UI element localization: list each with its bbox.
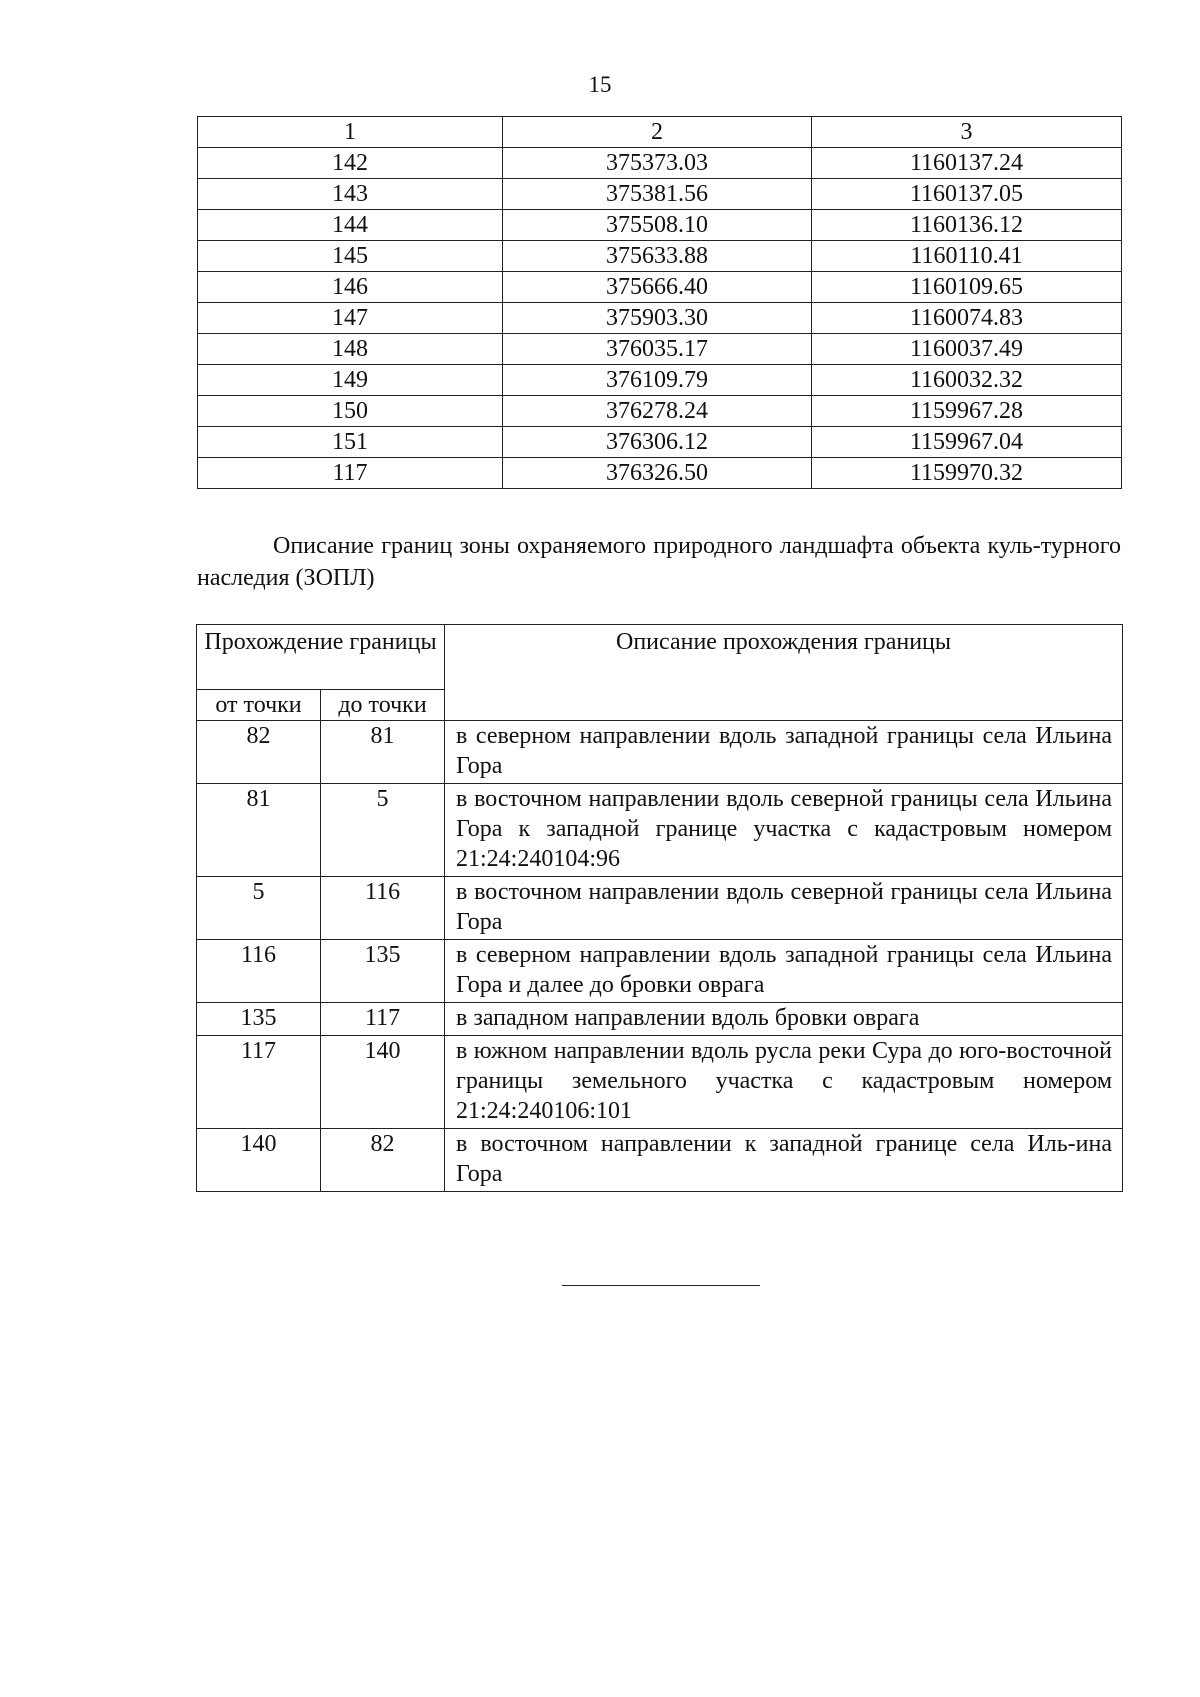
boundary-description: в западном направлении вдоль бровки оврага	[445, 1003, 1123, 1036]
point-number: 149	[198, 365, 503, 396]
x-coordinate: 375666.40	[503, 272, 812, 303]
point-number: 147	[198, 303, 503, 334]
coords-header-col-1: 1	[198, 117, 503, 148]
point-number: 143	[198, 179, 503, 210]
y-coordinate: 1159970.32	[812, 458, 1122, 489]
from-point: 5	[197, 877, 321, 940]
from-point: 140	[197, 1129, 321, 1192]
x-coordinate: 376306.12	[503, 427, 812, 458]
section-heading: Описание границ зоны охраняемого природного ландшафта объекта куль-турного наследия (ЗОПЛ)	[197, 533, 1121, 591]
table-row	[198, 458, 1122, 489]
table-row	[198, 210, 1122, 241]
header-description: Описание прохождения границы	[445, 625, 1123, 721]
footer-separator-line	[562, 1285, 760, 1286]
table-row	[197, 784, 1123, 877]
table-row	[198, 303, 1122, 334]
to-point: 116	[321, 877, 445, 940]
boundary-header-row	[197, 625, 1123, 690]
point-number: 144	[198, 210, 503, 241]
coords-header-col-2: 2	[503, 117, 812, 148]
x-coordinate: 375373.03	[503, 148, 812, 179]
x-coordinate: 375508.10	[503, 210, 812, 241]
from-point: 82	[197, 721, 321, 784]
boundary-description: в южном направлении вдоль русла реки Сура до юго-восточной границы земельного участка с кадастровым номером 21:24:240106:101	[445, 1036, 1123, 1129]
y-coordinate: 1160032.32	[812, 365, 1122, 396]
point-number: 151	[198, 427, 503, 458]
table-row	[198, 334, 1122, 365]
point-number: 146	[198, 272, 503, 303]
y-coordinate: 1160137.05	[812, 179, 1122, 210]
table-row	[197, 940, 1123, 1003]
to-point: 81	[321, 721, 445, 784]
table-row	[197, 877, 1123, 940]
table-row	[197, 1129, 1123, 1192]
table-row	[198, 365, 1122, 396]
to-point: 135	[321, 940, 445, 1003]
point-number: 150	[198, 396, 503, 427]
table-row	[198, 396, 1122, 427]
y-coordinate: 1159967.28	[812, 396, 1122, 427]
from-point: 135	[197, 1003, 321, 1036]
coords-header-col-3: 3	[812, 117, 1122, 148]
point-number: 142	[198, 148, 503, 179]
page-number: 15	[588, 72, 612, 97]
x-coordinate: 376109.79	[503, 365, 812, 396]
y-coordinate: 1160136.12	[812, 210, 1122, 241]
from-point: 117	[197, 1036, 321, 1129]
x-coordinate: 375633.88	[503, 241, 812, 272]
boundary-description: в восточном направлении вдоль северной границы села Ильина Гора к западной границе участка с кадастровым номером 21:24:240104:96	[445, 784, 1123, 877]
boundary-description: в восточном направлении к западной границе села Иль-ина Гора	[445, 1129, 1123, 1192]
table-row	[198, 179, 1122, 210]
y-coordinate: 1160074.83	[812, 303, 1122, 334]
to-point: 117	[321, 1003, 445, 1036]
table-row	[198, 241, 1122, 272]
coords-header-row	[198, 117, 1122, 148]
boundary-description: в северном направлении вдоль западной границы села Ильина Гора	[445, 721, 1123, 784]
y-coordinate: 1160037.49	[812, 334, 1122, 365]
boundary-description-table	[196, 624, 1123, 1192]
to-point: 140	[321, 1036, 445, 1129]
header-boundary-passage: Прохождение границы	[197, 625, 445, 690]
to-point: 82	[321, 1129, 445, 1192]
from-point: 116	[197, 940, 321, 1003]
x-coordinate: 375381.56	[503, 179, 812, 210]
point-number: 148	[198, 334, 503, 365]
coordinates-table	[197, 116, 1122, 489]
table-row	[198, 148, 1122, 179]
point-number: 117	[198, 458, 503, 489]
table-row	[197, 721, 1123, 784]
table-row	[198, 427, 1122, 458]
y-coordinate: 1159967.04	[812, 427, 1122, 458]
table-row	[197, 1003, 1123, 1036]
table-row	[198, 272, 1122, 303]
point-number: 145	[198, 241, 503, 272]
table-row	[197, 1036, 1123, 1129]
boundary-description: в северном направлении вдоль западной границы села Ильина Гора и далее до бровки оврага	[445, 940, 1123, 1003]
x-coordinate: 376035.17	[503, 334, 812, 365]
x-coordinate: 375903.30	[503, 303, 812, 334]
y-coordinate: 1160137.24	[812, 148, 1122, 179]
boundary-description: в восточном направлении вдоль северной границы села Ильина Гора	[445, 877, 1123, 940]
y-coordinate: 1160109.65	[812, 272, 1122, 303]
header-from-point: от точки	[197, 690, 321, 721]
from-point: 81	[197, 784, 321, 877]
to-point: 5	[321, 784, 445, 877]
x-coordinate: 376326.50	[503, 458, 812, 489]
y-coordinate: 1160110.41	[812, 241, 1122, 272]
header-to-point: до точки	[321, 690, 445, 721]
x-coordinate: 376278.24	[503, 396, 812, 427]
